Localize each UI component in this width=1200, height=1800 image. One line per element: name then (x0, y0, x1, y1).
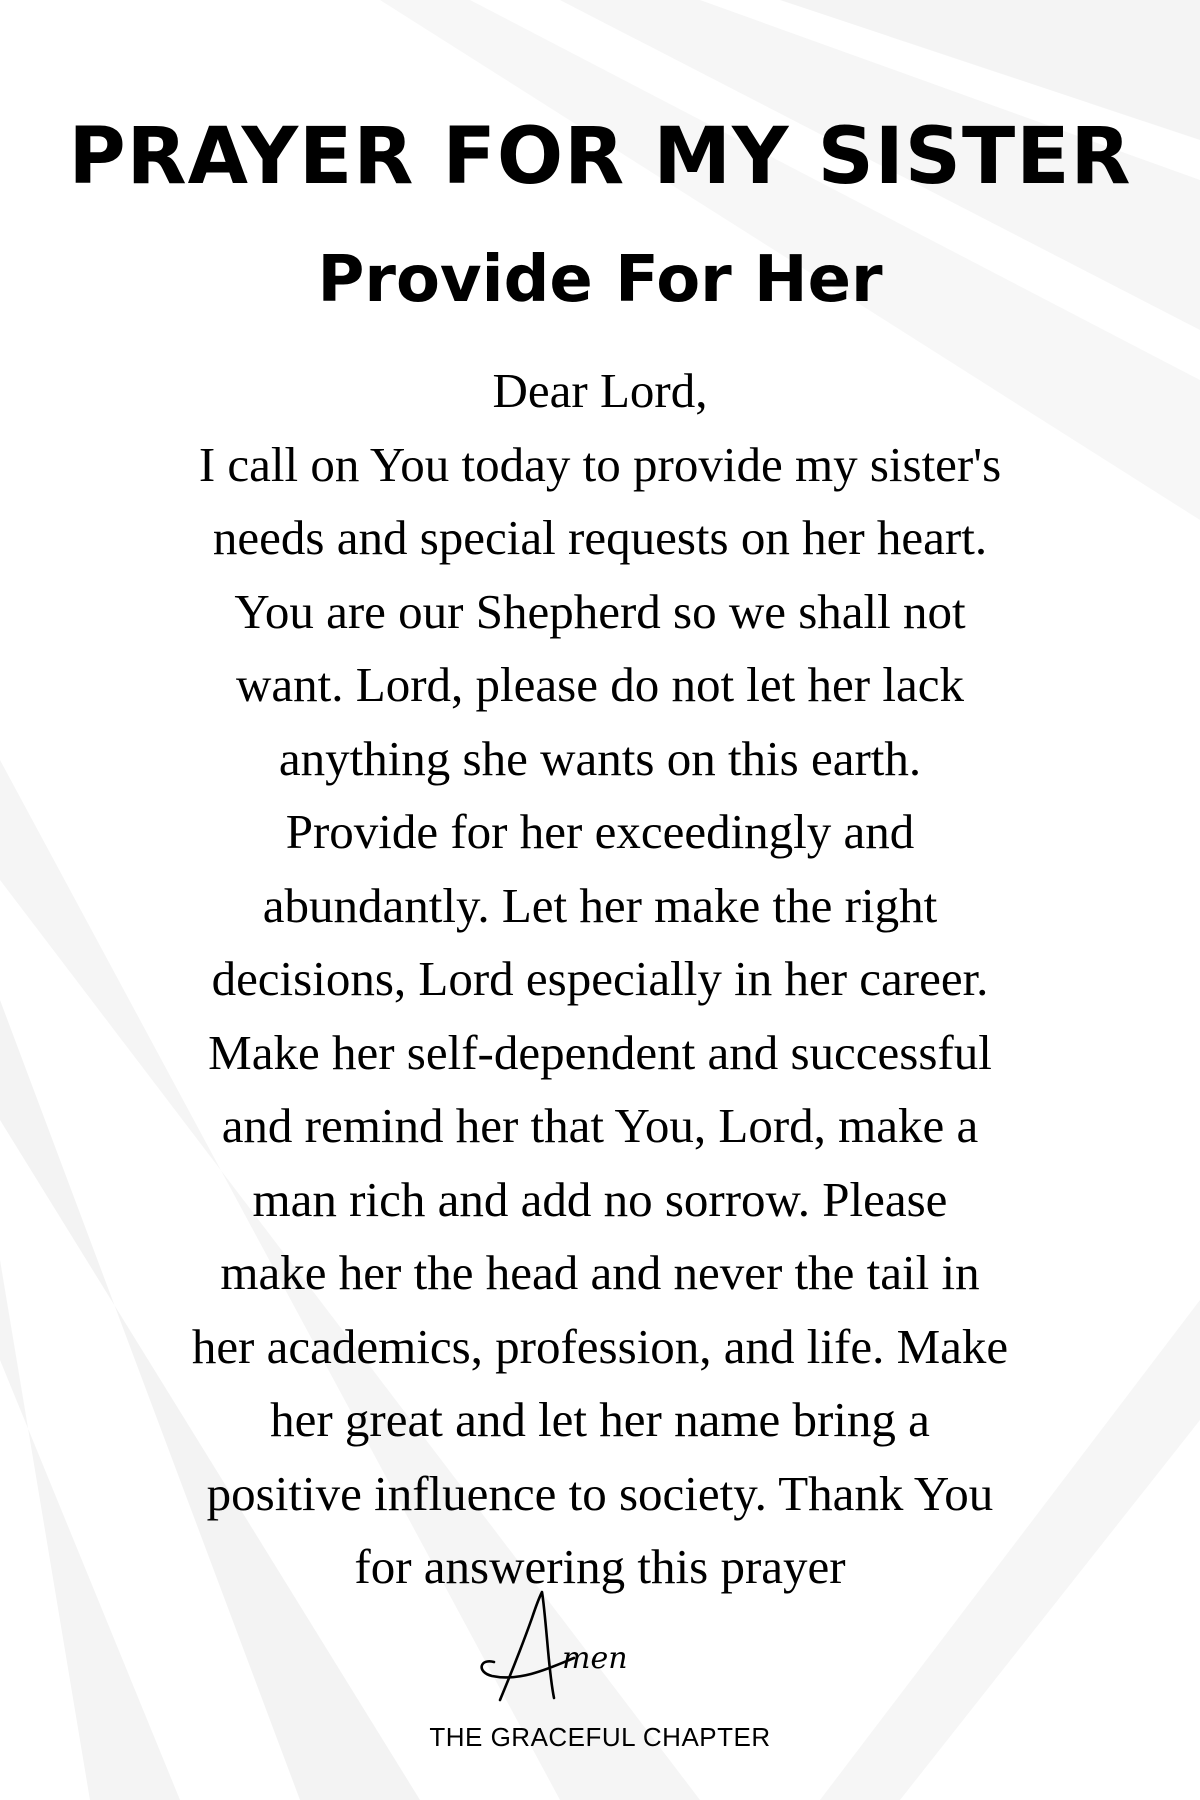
amen-signature (470, 1588, 730, 1708)
prayer-line: and remind her that You, Lord, make a (221, 1098, 979, 1153)
prayer-line: I call on You today to provide my sister's (198, 436, 1002, 492)
prayer-line: for answering this prayer (354, 1539, 846, 1594)
prayer-line: decisions, Lord especially in her career. (211, 951, 989, 1006)
prayer-text (60, 354, 1140, 1604)
prayer-line: her academics, profession, and life. Make (191, 1318, 1009, 1374)
signature-flourish (482, 1592, 574, 1700)
prayer-line: anything she wants on this earth. (278, 730, 922, 786)
prayer-line: positive influence to society. Thank You (206, 1465, 994, 1521)
prayer-line: man rich and add no sorrow. Please (252, 1171, 948, 1227)
page-subtitle: Provide For Her (317, 243, 883, 317)
prayer-line: Make her self-dependent and successful (208, 1024, 992, 1080)
prayer-line: Provide for her exceedingly and (285, 804, 915, 859)
prayer-line: make her the head and never the tail in (220, 1245, 980, 1300)
prayer-line: You are our Shepherd so we shall not (234, 583, 966, 639)
signature-text: men (562, 1641, 628, 1676)
brand-footer: THE GRACEFUL CHAPTER (429, 1722, 771, 1752)
prayer-line: her great and let her name bring a (270, 1392, 930, 1447)
prayer-line: Dear Lord, (492, 363, 708, 418)
page-title: PRAYER FOR MY SISTER (68, 112, 1132, 202)
prayer-line: want. Lord, please do not let her lack (236, 657, 964, 712)
prayer-line: abundantly. Let her make the right (262, 877, 938, 933)
prayer-line: needs and special requests on her heart. (212, 510, 988, 565)
